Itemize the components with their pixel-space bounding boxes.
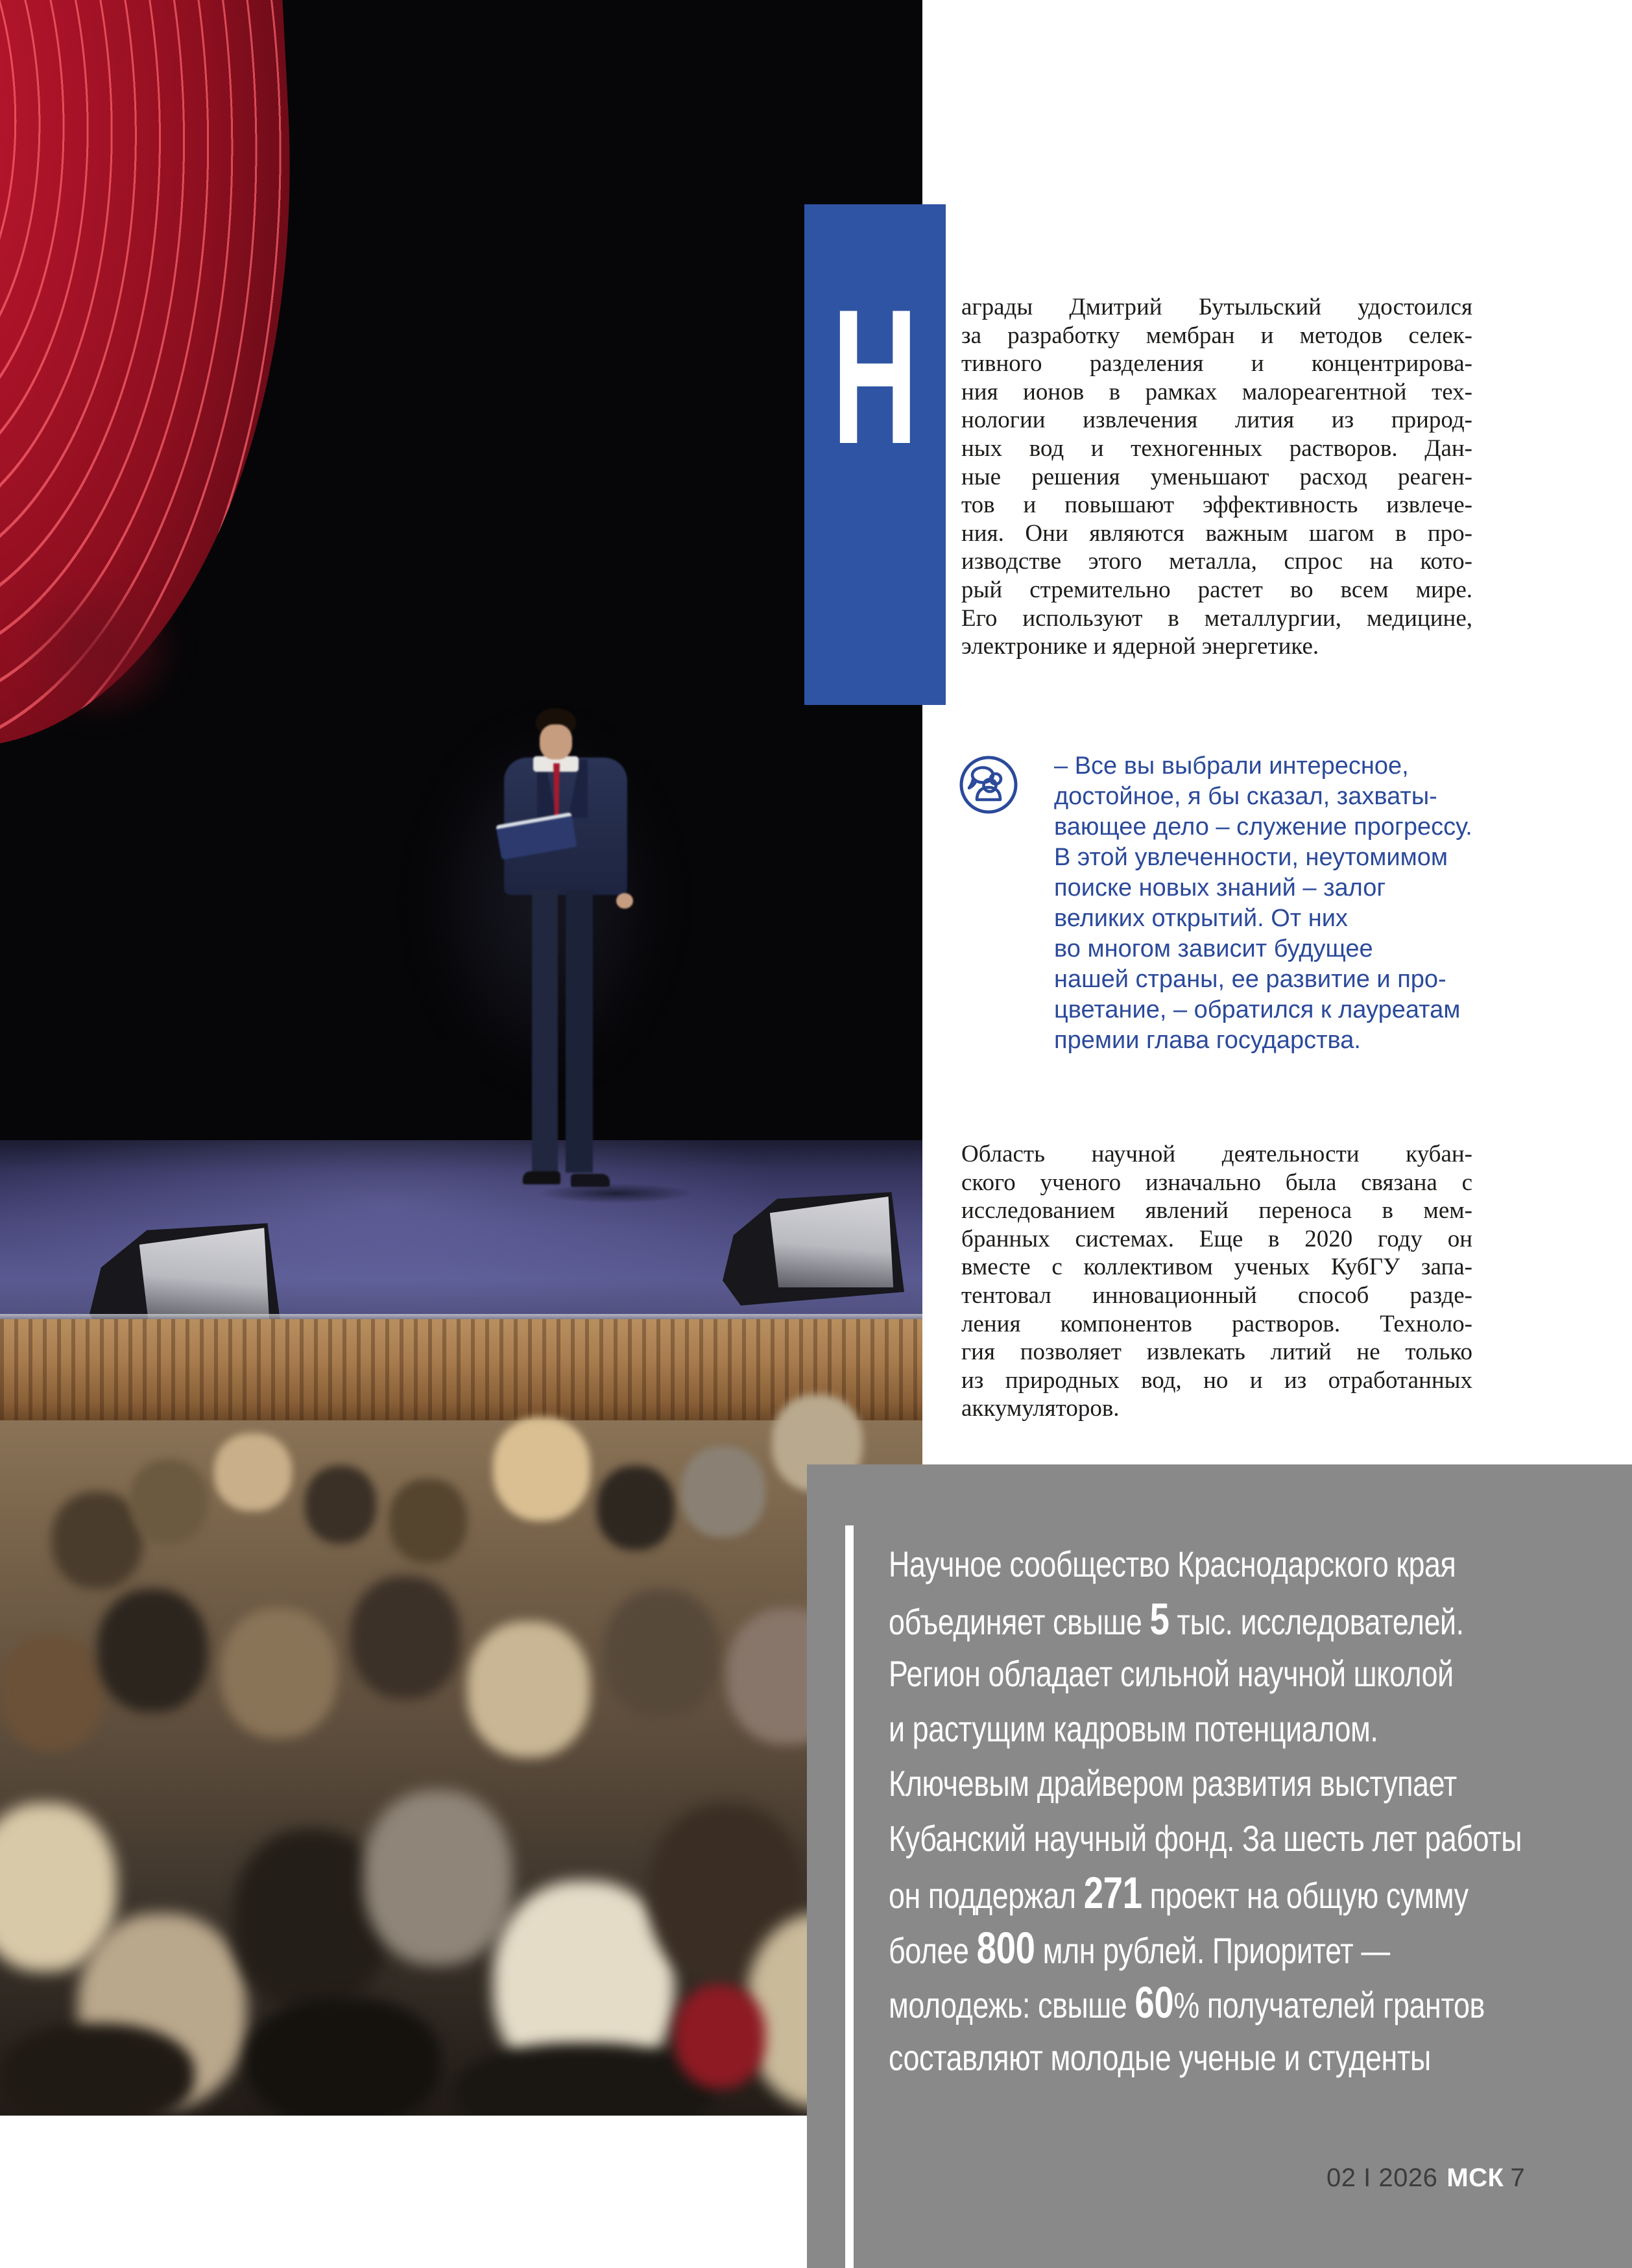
drop-cap-box <box>804 204 946 705</box>
audience-head <box>214 1433 292 1511</box>
text-line: премии глава государства. <box>1054 1027 1361 1054</box>
text-line: тов и повышают эффективность извлече- <box>961 492 1472 519</box>
audience-head <box>493 1417 590 1521</box>
text-line: вместе с коллективом ученых КубГУ запа- <box>961 1254 1472 1281</box>
audience-head <box>97 1589 208 1712</box>
drop-cap-letter: Н <box>832 269 918 484</box>
infobox-line: Кубанский научный фонд. За шесть лет работы <box>889 1817 1522 1859</box>
text-line: поиске новых знаний – залог <box>1054 874 1386 901</box>
text-line: гия позволяет извлекать литий не только <box>961 1339 1472 1366</box>
audience-head <box>467 1621 590 1758</box>
infobox-line: более 800 млн рублей. Приоритет — <box>889 1923 1390 1973</box>
text-line: ния. Они являются важным шагом в про- <box>961 519 1472 547</box>
article-paragraph-1 <box>961 293 1472 661</box>
audience-head <box>0 1634 104 1751</box>
audience-crowd <box>0 1420 922 2116</box>
text-line: ные решения уменьшают расход реаген- <box>961 463 1472 490</box>
audience-head <box>363 1790 512 1965</box>
infobox-text <box>889 1537 1632 2085</box>
speech-person-icon <box>959 755 1018 815</box>
stage-front-panel <box>0 1319 922 1422</box>
text-line: аграды Дмитрий Бутыльский удостоился <box>961 294 1472 320</box>
audience-head <box>603 1589 720 1719</box>
presenter-hand <box>616 893 633 909</box>
text-line: за разработку мембран и методов селек- <box>961 322 1472 349</box>
presenter-shoe <box>523 1171 560 1184</box>
text-line: исследованием явлений переноса в мем- <box>961 1197 1472 1224</box>
audience-head <box>0 2023 195 2116</box>
text-line: ния ионов в рамках малореагентной тех- <box>961 378 1472 405</box>
text-line: великих открытий. От них <box>1054 905 1348 932</box>
infobox-line: Регион обладает сильной научной школой <box>889 1653 1454 1694</box>
presenter-shoe <box>571 1174 610 1187</box>
presenter-leg <box>532 890 558 1175</box>
text-line: тивного разделения и концентрирова- <box>961 350 1472 377</box>
audience-head <box>305 1466 376 1544</box>
text-line: нашей страны, ее развитие и про- <box>1054 966 1446 993</box>
text-line: бранных системах. Еще в 2020 году он <box>961 1225 1472 1252</box>
footer-page-number: 7 <box>1510 2164 1526 2192</box>
infobox-line: Ключевым драйвером развития выступает <box>889 1763 1457 1804</box>
text-line: рый стремительно растет во всем мире. <box>961 576 1472 603</box>
audience-head <box>221 1608 337 1738</box>
text-line: цветание, – обратился к лауреатам <box>1054 996 1461 1023</box>
infobox-accent-bar <box>845 1525 854 2268</box>
text-line: ных вод и техногенных растворов. Дан- <box>961 435 1472 462</box>
article-paragraph-2 <box>961 1140 1472 1423</box>
text-line: ского ученого изначально была связана с <box>961 1169 1472 1196</box>
text-line: во многом зависит будущее <box>1054 935 1373 962</box>
presenter-face <box>540 724 572 759</box>
audience-head <box>389 1479 467 1563</box>
audience-head <box>246 1998 441 2116</box>
text-line: из природных вод, но и из отработанных <box>961 1367 1472 1394</box>
text-line: В этой увлеченности, неутомимом <box>1054 844 1448 871</box>
pull-quote <box>1054 751 1495 1056</box>
text-line: ления компонентов растворов. Техноло- <box>961 1310 1472 1337</box>
text-line: аккумуляторов. <box>961 1395 1120 1422</box>
text-line: Его используют в металлургии, медицине, <box>961 604 1472 632</box>
infobox-line: молодежь: свыше 60% получателей грантов <box>889 1978 1485 2027</box>
text-line: вающее дело – служение прогрессу. <box>1054 813 1472 841</box>
text-line: – Все вы выбрали интересное, <box>1054 752 1409 780</box>
infobox-line: и растущим кадровым потенциалом. <box>889 1708 1378 1749</box>
text-line: Область научной деятельности кубан- <box>961 1141 1472 1167</box>
footer-brand: МСК <box>1446 2164 1504 2192</box>
infobox-line: он поддержал 271 проект на общую сумму <box>889 1868 1469 1918</box>
presenter-figure <box>498 704 680 1197</box>
text-line: нологии извлечения лития из природ- <box>961 407 1472 434</box>
infobox-line: объединяет свыше 5 тыс. исследователей. <box>889 1594 1464 1644</box>
audience-head <box>52 1492 143 1589</box>
audience-head <box>454 2043 714 2116</box>
text-line: достойное, я бы сказал, захваты- <box>1054 783 1437 810</box>
presenter-leg <box>566 890 593 1173</box>
text-line: тентовал инновационный способ разде- <box>961 1282 1472 1309</box>
text-line: электронике и ядерной энергетике. <box>961 633 1319 660</box>
red-curtain-base <box>0 545 214 752</box>
audience-head <box>675 1985 765 2088</box>
page-footer <box>1326 2164 1525 2193</box>
text-line: изводстве этого металла, спрос на кото- <box>961 548 1472 575</box>
audience-head <box>597 1466 675 1550</box>
stats-infobox <box>807 1464 1632 2268</box>
footer-issue: 02 I 2026 <box>1326 2164 1438 2192</box>
infobox-line: составляют молодые ученые и студенты <box>889 2036 1431 2078</box>
audience-head <box>130 1459 208 1544</box>
infobox-line: Научное сообщество Краснодарского края <box>889 1544 1456 1584</box>
audience-head <box>681 1446 765 1537</box>
audience-head <box>350 1576 461 1699</box>
